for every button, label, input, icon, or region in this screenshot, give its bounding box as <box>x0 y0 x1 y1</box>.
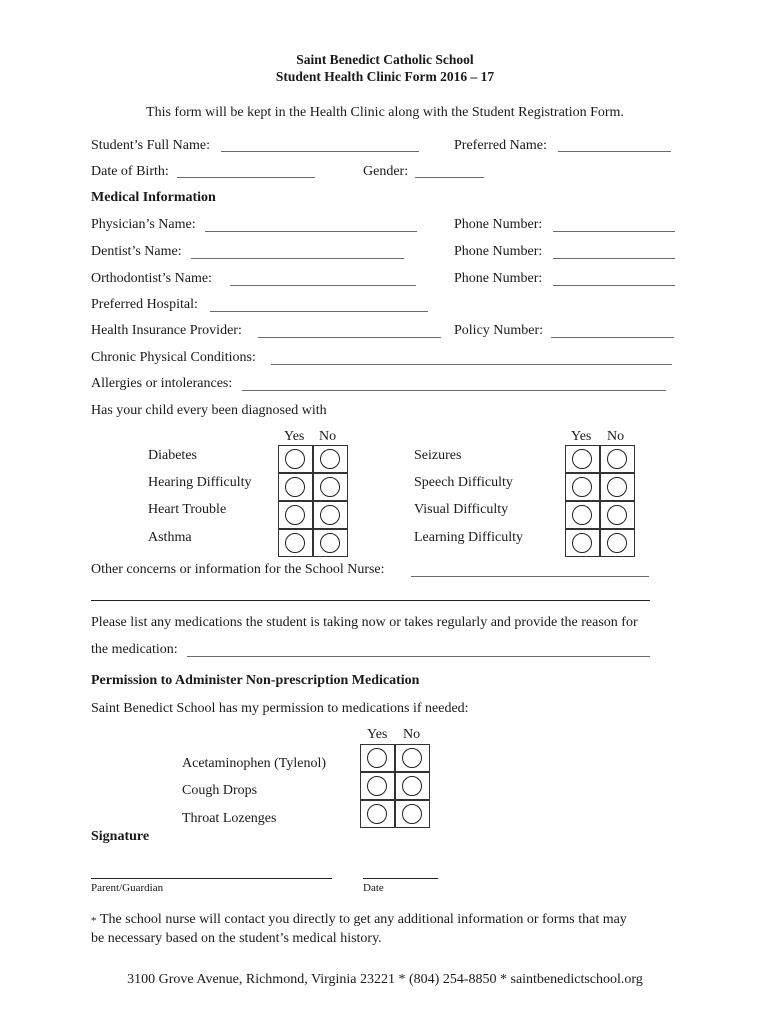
other-concerns-label: Other concerns or information for the School Nurse: <box>91 562 385 577</box>
insurance-label: Health Insurance Provider: <box>91 323 242 338</box>
condition-hearing: Hearing Difficulty <box>148 475 252 490</box>
radio-circle-icon <box>285 449 305 469</box>
visual-yes[interactable] <box>565 501 600 529</box>
medications-prompt-2: the medication: <box>91 642 178 657</box>
heart-no[interactable] <box>313 501 348 529</box>
throat-lozenges-no[interactable] <box>395 800 430 828</box>
asthma-no[interactable] <box>313 529 348 557</box>
cough-drops-yes[interactable] <box>360 772 395 800</box>
other-concerns-field-2[interactable] <box>91 600 650 601</box>
learning-yes[interactable] <box>565 529 600 557</box>
dentist-field[interactable] <box>191 258 404 259</box>
permission-statement: Saint Benedict School has my permission to medications if needed: <box>91 701 469 716</box>
radio-circle-icon <box>572 477 592 497</box>
dentist-phone-label: Phone Number: <box>454 244 543 259</box>
policy-label: Policy Number: <box>454 323 544 338</box>
med-acetaminophen: Acetaminophen (Tylenol) <box>182 756 327 771</box>
heart-yes[interactable] <box>278 501 313 529</box>
radio-circle-icon <box>402 776 422 796</box>
learning-no[interactable] <box>600 529 635 557</box>
speech-no[interactable] <box>600 473 635 501</box>
hearing-yes[interactable] <box>278 473 313 501</box>
hearing-no[interactable] <box>313 473 348 501</box>
intro-text: This form will be kept in the Health Clinic along with the Student Registration Form. <box>146 105 624 120</box>
seizures-no[interactable] <box>600 445 635 473</box>
preferred-name-field[interactable] <box>558 151 671 152</box>
full-name-label: Student’s Full Name: <box>91 138 210 153</box>
chronic-label: Chronic Physical Conditions: <box>91 350 256 365</box>
diabetes-no[interactable] <box>313 445 348 473</box>
nurse-note-line2: be necessary based on the student’s medical history. <box>91 931 382 946</box>
date-label: Date <box>363 882 384 894</box>
right-no-header: No <box>607 429 625 444</box>
physician-phone-label: Phone Number: <box>454 217 543 232</box>
physician-field[interactable] <box>205 231 417 232</box>
radio-circle-icon <box>572 449 592 469</box>
condition-diabetes: Diabetes <box>148 448 197 463</box>
radio-circle-icon <box>367 776 387 796</box>
hospital-field[interactable] <box>210 311 428 312</box>
dentist-phone-field[interactable] <box>553 258 675 259</box>
right-conditions-grid <box>565 445 635 557</box>
permission-heading: Permission to Administer Non-prescription Medication <box>91 673 420 688</box>
asthma-yes[interactable] <box>278 529 313 557</box>
acetaminophen-yes[interactable] <box>360 744 395 772</box>
condition-learning: Learning Difficulty <box>414 530 523 545</box>
acetaminophen-no[interactable] <box>395 744 430 772</box>
radio-circle-icon <box>402 748 422 768</box>
seizures-yes[interactable] <box>565 445 600 473</box>
radio-circle-icon <box>572 505 592 525</box>
radio-circle-icon <box>607 505 627 525</box>
medications-grid <box>360 744 430 828</box>
left-conditions-grid <box>278 445 348 557</box>
radio-circle-icon <box>285 505 305 525</box>
diabetes-yes[interactable] <box>278 445 313 473</box>
radio-circle-icon <box>607 477 627 497</box>
chronic-field[interactable] <box>271 364 672 365</box>
diagnosed-label: Has your child every been diagnosed with <box>91 403 327 418</box>
allergies-field[interactable] <box>242 390 666 391</box>
orthodontist-field[interactable] <box>230 285 416 286</box>
radio-circle-icon <box>607 449 627 469</box>
school-name: Saint Benedict Catholic School <box>296 52 474 67</box>
school-address: 3100 Grove Avenue, Richmond, Virginia 23221 * (804) 254-8850 * saintbenedictschool.org <box>127 972 643 987</box>
radio-circle-icon <box>320 533 340 553</box>
medications-prompt: Please list any medications the student is taking now or takes regularly and provide the reason for <box>91 615 638 630</box>
radio-circle-icon <box>367 804 387 824</box>
preferred-name-label: Preferred Name: <box>454 138 547 153</box>
cough-drops-no[interactable] <box>395 772 430 800</box>
parent-guardian-label: Parent/Guardian <box>91 882 164 894</box>
radio-circle-icon <box>572 533 592 553</box>
dob-label: Date of Birth: <box>91 164 169 179</box>
dentist-label: Dentist’s Name: <box>91 244 182 259</box>
medications-field[interactable] <box>187 656 650 657</box>
gender-label: Gender: <box>363 164 409 179</box>
med-throat-lozenges: Throat Lozenges <box>182 811 277 826</box>
left-yes-header: Yes <box>284 429 305 444</box>
parent-signature-field[interactable] <box>91 878 332 879</box>
condition-seizures: Seizures <box>414 448 462 463</box>
medical-heading: Medical Information <box>91 190 216 205</box>
gender-field[interactable] <box>415 177 484 178</box>
condition-heart: Heart Trouble <box>148 502 227 517</box>
med-yes-header: Yes <box>367 727 388 742</box>
physician-label: Physician’s Name: <box>91 217 196 232</box>
radio-circle-icon <box>285 533 305 553</box>
signature-date-field[interactable] <box>363 878 438 879</box>
speech-yes[interactable] <box>565 473 600 501</box>
throat-lozenges-yes[interactable] <box>360 800 395 828</box>
radio-circle-icon <box>320 505 340 525</box>
condition-visual: Visual Difficulty <box>414 502 509 517</box>
hospital-label: Preferred Hospital: <box>91 297 198 312</box>
policy-field[interactable] <box>551 337 674 338</box>
other-concerns-field[interactable] <box>411 576 649 577</box>
radio-circle-icon <box>607 533 627 553</box>
radio-circle-icon <box>285 477 305 497</box>
med-cough-drops: Cough Drops <box>182 783 258 798</box>
radio-circle-icon <box>320 477 340 497</box>
form-title: Student Health Clinic Form 2016 – 17 <box>275 69 495 84</box>
signature-heading: Signature <box>91 829 150 844</box>
dob-field[interactable] <box>177 177 315 178</box>
full-name-field[interactable] <box>221 151 419 152</box>
condition-speech: Speech Difficulty <box>414 475 513 490</box>
condition-asthma: Asthma <box>148 530 192 545</box>
allergies-label: Allergies or intolerances: <box>91 376 233 391</box>
orthodontist-label: Orthodontist’s Name: <box>91 271 212 286</box>
physician-phone-field[interactable] <box>553 231 675 232</box>
radio-circle-icon <box>320 449 340 469</box>
med-no-header: No <box>403 727 421 742</box>
radio-circle-icon <box>367 748 387 768</box>
left-no-header: No <box>319 429 337 444</box>
asterisk-icon: * <box>91 915 97 927</box>
insurance-field[interactable] <box>258 337 441 338</box>
nurse-note-line1: The school nurse will contact you directly to get any additional information or forms that may <box>100 912 627 927</box>
orthodontist-phone-label: Phone Number: <box>454 271 543 286</box>
radio-circle-icon <box>402 804 422 824</box>
right-yes-header: Yes <box>571 429 592 444</box>
visual-no[interactable] <box>600 501 635 529</box>
orthodontist-phone-field[interactable] <box>553 285 675 286</box>
